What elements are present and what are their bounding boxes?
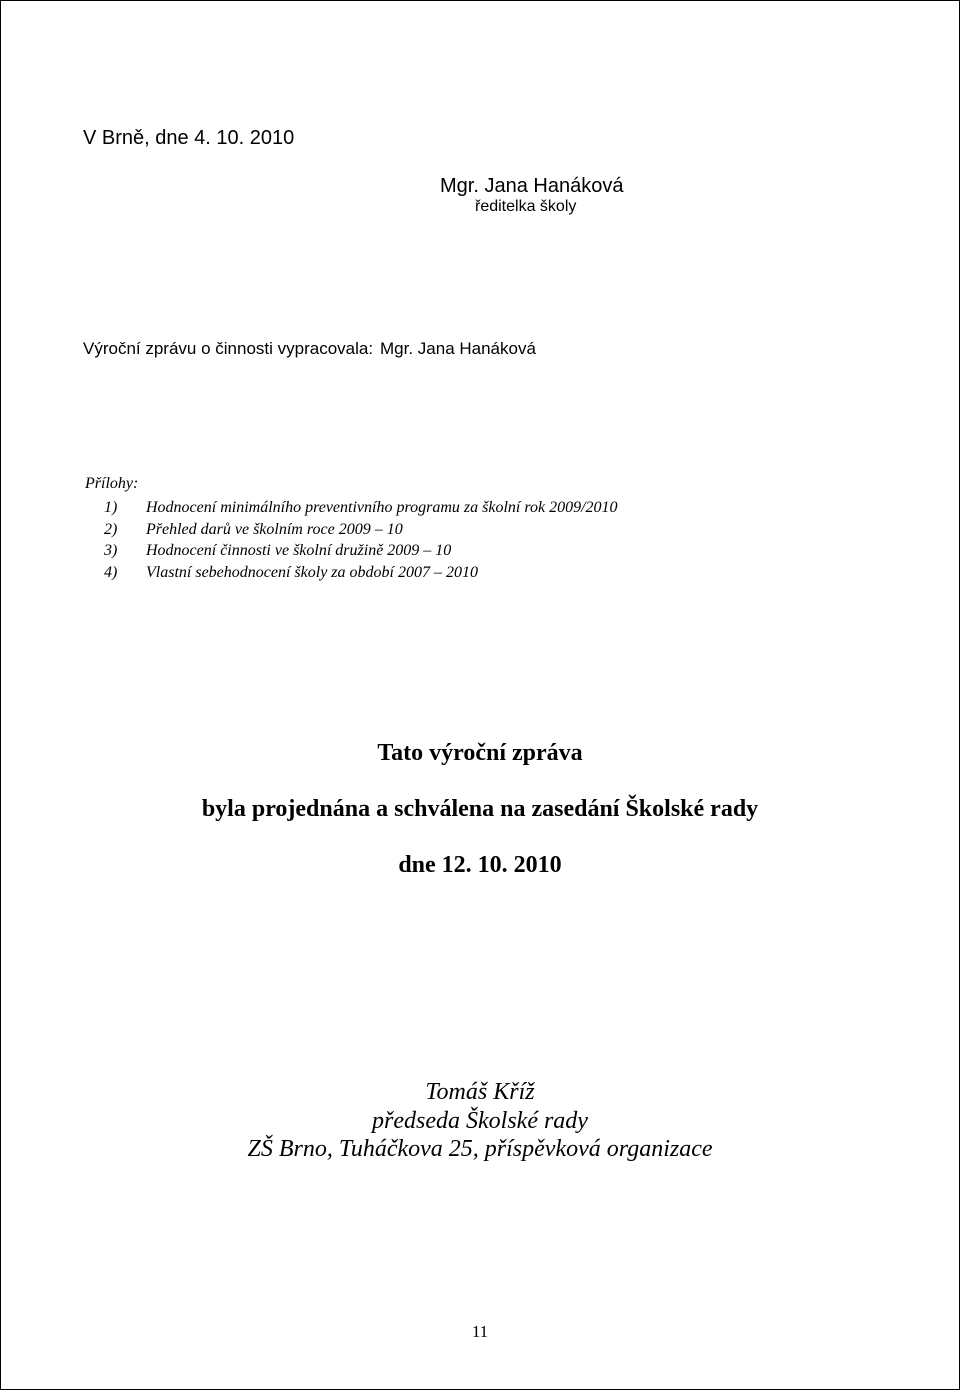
approval-heading: Tato výroční zpráva bbox=[377, 740, 583, 766]
attachment-number: 3) bbox=[104, 542, 118, 560]
attachment-item bbox=[104, 519, 618, 541]
prepared-by-label: Výroční zprávu o činnosti vypracovala: bbox=[83, 339, 374, 358]
approval-date: dne 12. 10. 2010 bbox=[398, 852, 562, 878]
attachment-text: Vlastní sebehodnocení školy za období 2007 – 2010 bbox=[146, 563, 478, 581]
attachment-text: Přehled darů ve školním roce 2009 – 10 bbox=[146, 520, 403, 538]
signature-name: Mgr. Jana Hanáková bbox=[440, 175, 624, 197]
attachment-item bbox=[104, 497, 618, 519]
attachment-number: 1) bbox=[104, 499, 118, 516]
attachment-item bbox=[104, 540, 618, 562]
signature-role: ředitelka školy bbox=[475, 198, 577, 215]
approval-statement: byla projednána a schválena na zasedání Školské rady bbox=[201, 796, 759, 822]
attachment-text: Hodnocení činnosti ve školní družině 2009 – 10 bbox=[146, 542, 452, 560]
chair-name: Tomáš Kříž bbox=[425, 1079, 535, 1105]
attachments-title: Přílohy: bbox=[85, 475, 139, 492]
attachment-number: 2) bbox=[104, 520, 118, 538]
attachments-list bbox=[104, 497, 618, 583]
page-number: 11 bbox=[471, 1322, 489, 1341]
chair-role: předseda Školské rady bbox=[372, 1108, 588, 1134]
attachment-number: 4) bbox=[104, 563, 118, 581]
place-date: V Brně, dne 4. 10. 2010 bbox=[83, 127, 295, 149]
attachment-item bbox=[104, 562, 618, 584]
attachment-text: Hodnocení minimálního preventivního programu za školní rok 2009/2010 bbox=[146, 499, 618, 516]
prepared-by-name: Mgr. Jana Hanáková bbox=[380, 339, 536, 358]
chair-organization: ZŠ Brno, Tuháčkova 25, příspěvková organizace bbox=[247, 1136, 713, 1162]
